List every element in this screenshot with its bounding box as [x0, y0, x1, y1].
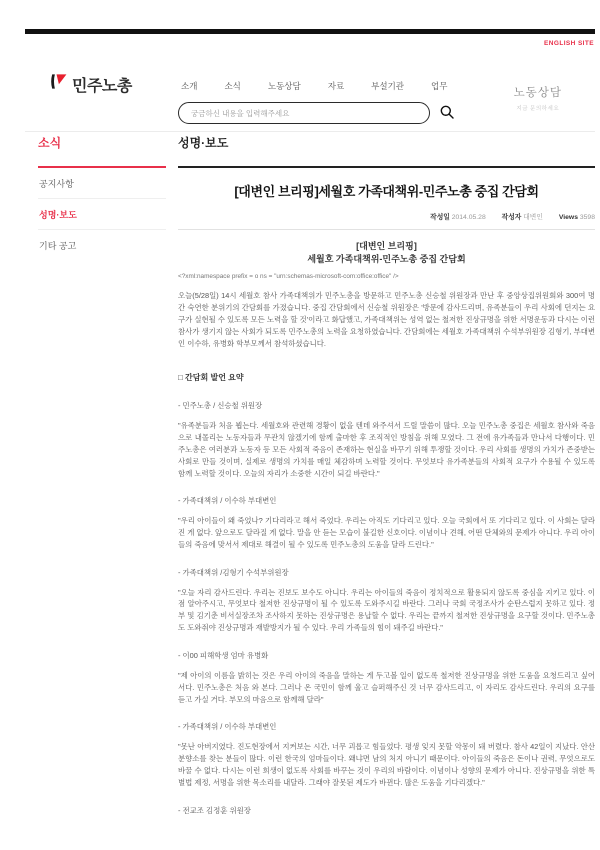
section-title: 성명·보도	[178, 136, 229, 150]
nav-item-counsel[interactable]: 노동상담	[267, 81, 301, 91]
consult-title: 노동상담	[513, 87, 562, 99]
article-code: <?xml:namespace prefix = o ns = "urn:schemas-microsoft-com:office:office" />	[178, 273, 399, 281]
nav-item-work[interactable]: 업무	[431, 81, 448, 91]
article-speaker: - 가족대책위 /김형기 수석부위원장	[178, 567, 289, 577]
article-quote: "우리 아이들이 왜 죽었나? 기다리라고 해서 죽었다. 우리는 아직도 기다리고 있다. 오늘 국회에서 또 기다리고 있다. 이 사회는 달라진 게 없다. 앞으로도 달라질 게 없다. 말을 안 듣는 모습이 불길한 신호이다. 이념이나 견해, 어떤 단체와의 문제가 아니다. 우리 아이들의 죽음에 맞서서 제대로 해결이 될 수 있도록 민주노총의 도움을 달라 드린다."	[178, 516, 595, 549]
article-blocks	[178, 272, 595, 816]
search-bar	[178, 102, 456, 124]
meta-author-value: 대변인	[523, 214, 543, 221]
search-button[interactable]	[438, 104, 456, 122]
search-pill	[178, 102, 430, 124]
labor-consult-widget[interactable]	[514, 84, 562, 112]
article-speaker: - 가족대책위 / 이수하 부대변인	[178, 496, 277, 506]
article-quote: "오늘 자리 감사드린다. 우리는 진보도 보수도 아니다. 우리는 아이들의 죽음이 정치적으로 활용되지 않도록 중심을 지키고 있다. 이 점 알아주시고, 무엇보다 철저한 진상규명이 될 수 있도록 도와주시길 바란다. 그러나 국회 국정조사가 순탄스럽지 못하고 있다. 정부 및 김기춘 비서실장조차 조사하지 못하는 진상규명은 용납할 수 없다. 우리는 끝까지 철저한 진상규명을 요구할 것이다. 민주노총도 도와줘야 진상규명과 재발방지가 될 수 있다. 우리 가족들의 힘이 돼주길 바란다."	[178, 587, 595, 633]
meta-author-label: 작성자	[501, 214, 522, 221]
post-title: [대변인 브리핑]세월호 가족대책위-민주노총 중집 간담회	[234, 184, 539, 199]
article-heading-line2: 세월호 가족대책위-민주노총 중집 간담회	[307, 254, 466, 265]
meta-divider	[178, 229, 595, 230]
main-nav	[181, 80, 447, 92]
article-speaker: - 이00 피해학생 엄마 유병화	[178, 651, 269, 661]
nav-item-affiliate[interactable]: 부설기관	[371, 81, 405, 91]
header-divider	[25, 131, 595, 132]
meta-views-value: 3598	[579, 214, 595, 221]
section-rule	[178, 166, 595, 168]
article-subhead: □ 간담회 발언 요약	[178, 372, 244, 382]
logo-text: 민주노총	[72, 77, 132, 95]
nav-item-news[interactable]: 소식	[224, 81, 241, 91]
sidebar-item-etc[interactable]: 기타 공고	[39, 241, 77, 251]
meta-date-label: 작성일	[430, 214, 450, 221]
site-logo[interactable]	[49, 72, 132, 96]
article-para: 오늘(5/28일) 14시 세월호 참사 가족대책위가 민주노총을 방문하고 민주노총 신승철 위원장과 만난 후 중앙상집위원회와 300여 명 간 숙연한 분위기의 간담회를 가졌습니다. 중집 간담회에서 신승철 위원장은 '방문에 감사드리며, 유족분들이 우리 사회에 던지는 요구가 실현될 수 있도록 모든 노력을 할 것'이라고 화답했고, 가족대책위는 성역 없는 철저한 진상규명을 위한 서명운동과 다시는 이런 참사가 생기지 않는 사회가 되도록 민주노총의 노력을 요청하였습니다. 간담회에는 세월호 가족대책위 수석부위원장 김형기, 부대변인 이수하, 유병화 학부모께서 참석하셨습니다.	[178, 291, 595, 348]
post-meta	[178, 211, 595, 221]
kctu-flag-icon	[49, 72, 68, 96]
article-speaker: - 민주노총 / 신승철 위원장	[178, 401, 263, 411]
sidebar	[38, 134, 166, 260]
article-body	[178, 240, 595, 816]
article-speaker: - 전교조 김정훈 위원장	[178, 805, 251, 815]
meta-date-value: 2014.05.28	[451, 214, 486, 221]
article-heading-line1: [대변인 브리핑]	[356, 241, 417, 251]
article-quote: "제 아이의 이름을 밝히는 것은 우리 아이의 죽음을 말하는 게 두고볼 일이 없도록 철저한 진상규명을 위한 도움을 요청드리고 싶어서다. 민주노총은 처음 와 본다. 그러나 온 국민이 함께 울고 슬퍼해주신 것 너무 감사드리고, 이 자리도 감사드린다. 우리의 요구를 듣고 가실 거다. 부모의 마음으로 함께해 달라"	[178, 670, 595, 704]
sidebar-item-statements[interactable]: 성명·보도	[38, 199, 166, 230]
nav-item-archive[interactable]: 자료	[327, 81, 345, 91]
main-content	[178, 134, 595, 824]
search-icon	[439, 104, 455, 123]
sidebar-item-notice[interactable]: 공지사항	[38, 168, 166, 199]
english-site-link[interactable]: ENGLISH SITE	[544, 40, 594, 47]
top-black-bar	[25, 29, 595, 34]
meta-views-label: Views	[558, 214, 578, 221]
nav-item-about[interactable]: 소개	[181, 81, 198, 91]
sidebar-title: 소식	[38, 136, 62, 150]
article-quote: "못난 아버지였다. 진도현장에서 지켜보는 시간, 너무 괴롭고 힘들었다. 평생 잊지 못할 악몽이 돼 버렸다. 참사 42일이 지났다. 안산분향소를 찾는 분들이 많다. 이런 한국의 엄마들이다. 왜냐면 남의 처지 아니기 때문이다. 아이들의 죽음은 돈이나 권력, 무엇으로도 바꿀 수 없다. 다시는 이런 희생이 없도록 사회를 바꾸는 것이 우리의 바람이다. 이념이나 성향의 문제가 아니다. 진상규명을 위한 특별법 제정, 서명을 위한 목소리를 내달라. 그래야 잘못된 제도가 바뀐다. 많은 도움을 기다리겠다."	[178, 742, 595, 787]
article-speaker: - 가족대책위 / 이수하 부대변인	[178, 722, 277, 732]
search-input[interactable]	[191, 104, 417, 124]
consult-caption: 지금 문의하세요	[516, 106, 560, 112]
article-quote: "유족분들과 처음 뵙는다. 세월호와 관련해 경황이 없을 텐데 와주셔서 드릴 말씀이 많다. 오늘 민주노총 중집은 세월호 참사와 죽음으로 내몰리는 노동자들과 무관치 않겠기에 함께 출마한 후 조직적인 방침을 위해 모였다. 그 전에 유가족들과 만나서 다행이다. 민주노총은 여러분과 노동자 등 모든 사회적 죽음이 존재하는 현실을 바꾸기 위해 투쟁할 것이다. 우리 사회를 생명의 가치가 존중받는 사회로 만들 것이며, 실제로 생명의 가치를 매일 체감하며 노력할 것이다. 무엇보다 유가족분들의 사회적 요구가 수용될 수 있도록 함께 노력할 것이다. 오늘의 자리가 소중한 시간이 되길 바란다."	[178, 421, 595, 478]
